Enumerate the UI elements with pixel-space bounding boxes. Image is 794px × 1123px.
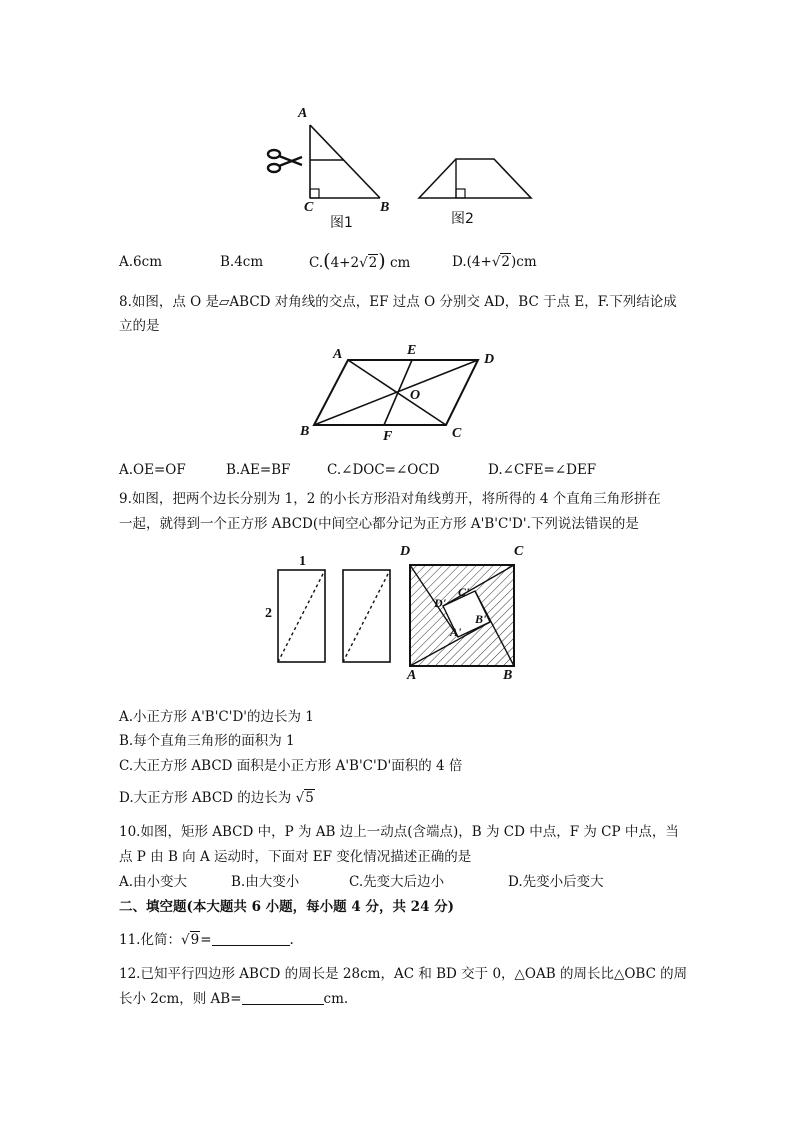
q8-option-a: A.OE=OF [119, 462, 186, 478]
q9-label-a-prime: A' [450, 625, 462, 639]
q11-answer-blank[interactable] [212, 931, 290, 946]
q8-label-b: B [300, 424, 310, 439]
q9-option-c: C.大正方形 ABCD 面积是小正方形 A'B'C'D'面积的 4 倍 [119, 758, 463, 774]
sqrt-symbol: √2 [491, 254, 511, 270]
q9-label-2: 2 [265, 606, 272, 621]
q10-option-d: D.先变小后变大 [508, 874, 604, 890]
q12-line-2: 长小 2cm，则 AB= cm. [119, 991, 349, 1007]
q7-option-d: D.(4+√2)cm [452, 254, 537, 270]
q7-figure-2 [416, 155, 536, 205]
q9-label-b-prime: B' [475, 612, 487, 626]
q7-label-b: B [380, 200, 390, 215]
q7-option-c: C.(4+2√2) cm [309, 250, 411, 272]
q7-fig1-caption: 图1 [330, 215, 353, 231]
q9-label-1: 1 [299, 554, 306, 569]
q8-label-c: C [452, 426, 462, 441]
q8-label-d: D [484, 352, 495, 367]
q8-option-d: D.∠CFE=∠DEF [488, 462, 597, 478]
q9-label-a: A [407, 668, 417, 683]
q12-line-1: 12.已知平行四边形 ABCD 的周长是 28cm，AC 和 BD 交于 0，△OAB 的周长比△OBC 的周 [119, 966, 688, 982]
q12-answer-blank[interactable] [242, 990, 324, 1005]
q10-option-b: B.由大变小 [231, 874, 300, 890]
q8-stem-line-2: 立的是 [119, 318, 160, 334]
sqrt-symbol: √2 [359, 255, 378, 271]
q9-option-d: D.大正方形 ABCD 的边长为 √5 [119, 790, 314, 806]
q8-label-a: A [333, 347, 343, 362]
sqrt-symbol: √5 [295, 790, 314, 806]
q9-stem-line-2: 一起，就得到一个正方形 ABCD(中间空心都分记为正方形 A'B'C'D'.下列说法错误的是 [119, 516, 639, 532]
q8-parallelogram-figure [300, 350, 500, 450]
q9-label-c-prime: C' [458, 585, 470, 599]
section-2-heading: 二、填空题(本大题共 6 小题，每小题 4 分，共 24 分) [119, 899, 455, 915]
q10-stem-line-1: 10.如图，矩形 ABCD 中，P 为 AB 边上一动点(含端点)，B 为 CD 中点，F 为 CP 中点，当 [119, 824, 679, 840]
q7-option-b: B.4cm [220, 254, 264, 270]
q7-option-a: A.6cm [119, 254, 162, 270]
q7-label-a: A [298, 106, 308, 121]
q8-stem-line-1: 8.如图，点 O 是▱ABCD 对角线的交点，EF 过点 O 分别交 AD，BC 于点 E，F.下列结论成 [119, 294, 677, 310]
q8-label-f: F [383, 429, 393, 444]
q9-label-b: B [503, 668, 513, 683]
q10-option-a: A.由小变大 [119, 874, 188, 890]
q9-option-b: B.每个直角三角形的面积为 1 [119, 733, 295, 749]
q10-option-c: C.先变大后边小 [349, 874, 445, 890]
q9-rectangles-figure [270, 560, 400, 670]
q8-option-c: C.∠DOC=∠OCD [327, 462, 440, 478]
scissors-icon [268, 150, 302, 172]
q7-fig2-caption: 图2 [451, 211, 474, 227]
q9-label-d-prime: D' [434, 596, 446, 610]
sqrt-symbol: √9 [180, 932, 200, 948]
q9-option-a: A.小正方形 A'B'C'D'的边长为 1 [119, 709, 314, 725]
q8-label-e: E [407, 343, 417, 358]
q10-stem-line-2: 点 P 由 B 向 A 运动时，下面对 EF 变化情况描述正确的是 [119, 849, 472, 865]
q9-stem-line-1: 9.如图，把两个边长分别为 1，2 的小长方形沿对角线剪开，将所得的 4 个直角三角形拼在 [119, 491, 661, 507]
q8-label-o: O [410, 388, 421, 403]
q9-square-figure [405, 560, 520, 670]
q9-label-d: D [400, 544, 411, 559]
q8-option-b: B.AE=BF [226, 462, 291, 478]
q11-line: 11.化简：√9= . [119, 932, 294, 948]
q7-label-c: C [304, 200, 314, 215]
q9-label-c: C [514, 544, 524, 559]
